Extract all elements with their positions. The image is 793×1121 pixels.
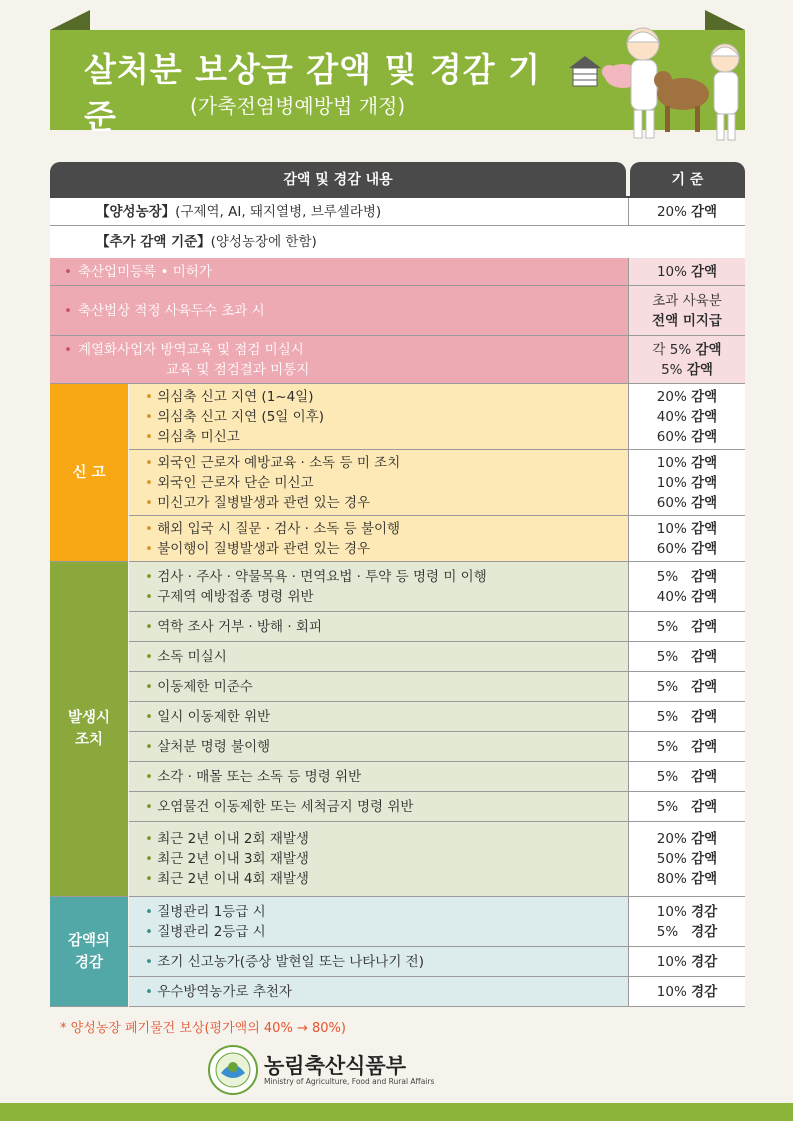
bullet-icon: • [145,474,158,491]
outbreak-item: • 역학 조사 거부 · 방해 · 회피 [145,618,323,635]
ministry-name-english: Ministry of Agriculture, Food and Rural Affairs [264,1077,435,1086]
outbreak-item: • 구제역 예방접종 명령 위반 [145,588,314,605]
outbreak-criteria: 5% 감액 [656,708,718,725]
outbreak-row [129,732,745,762]
bullet-icon: • [145,923,158,940]
report-criteria: 60% 감액 [656,494,718,511]
outbreak-criteria: 5% 감액 [656,738,718,755]
relief-criteria: 10% 경감 [656,983,718,1000]
report-criteria: 40% 감액 [656,408,718,425]
outbreak-criteria: 5% 감액 [656,648,718,665]
relief-criteria: 10% 경감 [656,903,718,920]
report-criteria: 60% 감액 [656,428,718,445]
outbreak-item: • 최근 2년 이내 2회 재발생 [145,831,309,847]
bullet-icon: • [145,798,158,815]
category-outbreak: 발생시 조치 [50,562,128,897]
outbreak-criteria: 40% 감액 [656,588,718,605]
outbreak-criteria: 80% 감액 [656,871,718,887]
bullet-icon: • [145,708,158,725]
header-criteria: 기 준 [630,162,745,196]
outbreak-criteria: 50% 감액 [656,851,718,867]
outbreak-criteria: 20% 감액 [656,831,718,847]
bullet-icon: • [145,768,158,785]
bullet-icon: • [145,851,158,867]
row-extra-criteria [50,226,745,258]
bullet-icon: • [145,738,158,755]
report-row [129,516,745,562]
bullet-icon: • [145,568,158,585]
farmers-livestock-illustration [565,14,750,144]
report-criteria: 10% 감액 [656,520,718,537]
ministry-logo-icon [208,1045,258,1095]
row-unregistered: • 축산업미등록 • 미허가 10% 감액 [50,258,745,286]
report-item: • 의심축 미신고 [145,428,240,445]
bullet-icon: • [145,903,158,920]
report-item: • 불이행이 질병발생과 관련 있는 경우 [145,540,371,557]
outbreak-item: • 이동제한 미준수 [145,678,253,695]
relief-item: • 질병관리 2등급 시 [145,923,266,940]
bullet-icon: • [145,540,158,557]
relief-item: • 조기 신고농가(증상 발현일 또는 나타나기 전) [145,953,424,970]
bullet-icon: • [145,520,158,537]
outbreak-item: • 최근 2년 이내 3회 재발생 [145,851,309,867]
bullet-icon: • [145,871,158,887]
bullet-icon: • [145,618,158,635]
outbreak-row [129,612,745,642]
bullet-icon: • [145,953,158,970]
report-criteria: 10% 감액 [656,474,718,491]
bullet-icon: • [64,302,72,319]
report-item: • 의심축 신고 지연 (5일 이후) [145,408,324,425]
ministry-name: 농림축산식품부 [264,1054,407,1078]
barn-icon [569,56,601,86]
report-item: • 의심축 신고 지연 (1~4일) [145,388,314,405]
relief-criteria: 10% 경감 [656,953,718,970]
outbreak-item: • 소각 · 매몰 또는 소독 등 명령 위반 [145,768,362,785]
outbreak-row [129,672,745,702]
outbreak-row [129,642,745,672]
page-subtitle: (가축전염병예방법 개정) [190,94,406,118]
report-criteria: 60% 감액 [656,540,718,557]
positive-farm-label: 【양성농장】 [96,203,176,220]
relief-item: • 질병관리 1등급 시 [145,903,266,920]
outbreak-row [129,762,745,792]
outbreak-item: • 살처분 명령 불이행 [145,738,271,755]
report-row [129,384,745,450]
row-integrator: • 계열화사업자 방역교육 및 점검 미실시 교육 및 점검결과 미통지 각 5% 감액 5% 감액 [50,336,745,384]
outbreak-item: • 일시 이동제한 위반 [145,708,271,725]
outbreak-item: • 오염물건 이동제한 또는 세척금지 명령 위반 [145,798,414,815]
report-item: • 외국인 근로자 단순 미신고 [145,474,314,491]
relief-criteria: 5% 경감 [656,923,718,940]
outbreak-criteria: 5% 감액 [656,618,718,635]
bullet-icon: • [145,388,158,405]
row-positive-farm [50,196,745,226]
relief-row [129,897,745,947]
outbreak-item: • 최근 2년 이내 4회 재발생 [145,871,309,887]
bullet-icon: • [145,678,158,695]
outbreak-criteria: 5% 감액 [656,798,718,815]
report-item: • 미신고가 질병발생과 관련 있는 경우 [145,494,371,511]
report-row [129,450,745,516]
report-item: • 해외 입국 시 질문 · 검사 · 소독 등 불이행 [145,520,401,537]
relief-row [129,977,745,1007]
bullet-icon: • [145,983,158,1000]
category-report: 신 고 [50,384,128,562]
outbreak-criteria: 5% 감액 [656,768,718,785]
outbreak-item: • 검사 · 주사 · 약물목욕 · 면역요법 · 투약 등 명령 미 이행 [145,568,487,585]
banner-fold-left [50,10,90,30]
outbreak-row [129,792,745,822]
category-relief: 감액의 경감 [50,897,128,1007]
bullet-icon: • [145,494,158,511]
bullet-icon: • [145,648,158,665]
bullet-icon: • [64,341,72,358]
relief-row [129,947,745,977]
footnote: * 양성농장 폐기물건 보상(평가액의 40% → 80%) [60,1021,346,1036]
report-item: • 외국인 근로자 예방교육 · 소독 등 미 조치 [145,454,401,471]
outbreak-criteria: 5% 감액 [656,568,718,585]
report-criteria: 10% 감액 [656,454,718,471]
relief-item: • 우수방역농가로 추천자 [145,983,292,1000]
outbreak-row [129,702,745,732]
extra-detail: (양성농장에 한함) [210,234,317,250]
outbreak-row [129,822,745,897]
bullet-icon: • [145,831,158,847]
bullet-icon: • [145,428,158,445]
outbreak-criteria: 5% 감액 [656,678,718,695]
row-over-capacity: • 축산법상 적정 사육두수 초과 시 초과 사육분 전액 미지급 [50,286,745,336]
bottom-bar [0,1103,793,1121]
page-title: 살처분 보상금 감액 및 경감 기준 [84,50,541,136]
header-content: 감액 및 경감 내용 [50,162,626,196]
extra-label: 【추가 감액 기준】 [96,234,211,250]
bullet-icon: • [64,263,72,280]
outbreak-row [129,562,745,612]
bullet-icon: • [145,588,158,605]
bullet-icon: • [145,454,158,471]
positive-farm-criteria: 20% 감액 [628,198,745,225]
outbreak-item: • 소독 미실시 [145,648,227,665]
positive-farm-detail: (구제역, AI, 돼지열병, 브루셀라병) [175,203,382,220]
bullet-icon: • [145,408,158,425]
report-criteria: 20% 감액 [656,388,718,405]
